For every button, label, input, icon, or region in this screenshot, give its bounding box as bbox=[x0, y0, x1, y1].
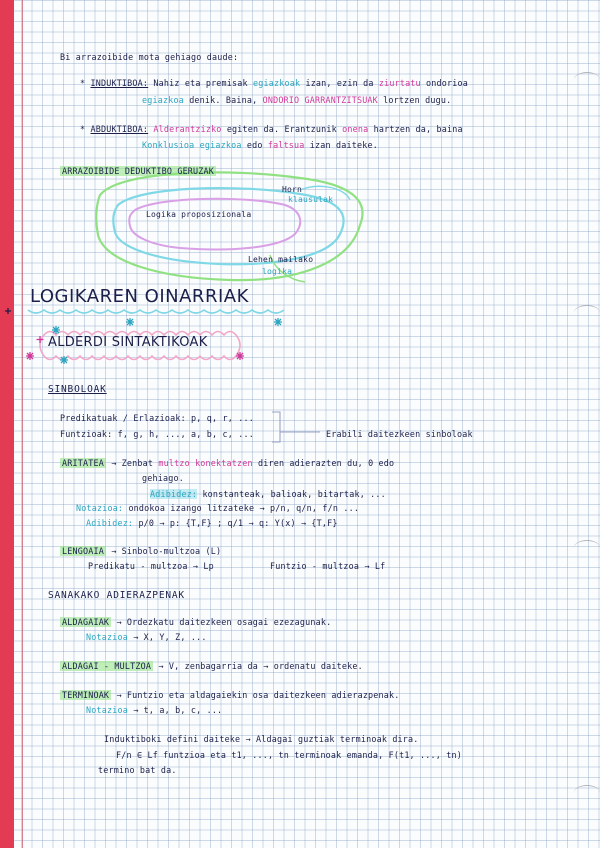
terminoak-notazioa-label: Notazioa bbox=[86, 705, 128, 715]
aritatea-line-1 bbox=[60, 458, 394, 469]
notazioa-label: Notazioa: bbox=[76, 503, 124, 513]
aritatea-text: diren adierazten du, 0 edo bbox=[257, 458, 395, 468]
aldagaiak-notazioa-label: Notazioa bbox=[86, 632, 128, 642]
terminoak-text: → Funtzio eta aldagaiekin osa daitezkeen adierazpenak. bbox=[116, 690, 400, 700]
abduktiboa-highlight: faltsua bbox=[267, 140, 305, 150]
aldagaiak-text: → Ordezkatu daitezkeen osagai ezezagunak. bbox=[116, 617, 332, 627]
intro-text: Bi arrazoibide mota gehiago daude: bbox=[60, 52, 239, 62]
adibidez-text: konstanteak, balioak, bitartak, ... bbox=[202, 489, 386, 499]
induktiboki-line-2: F/n ∈ Lf funtzioa eta t1, ..., tn terminoak emanda, F(t1, ..., tn) bbox=[116, 750, 462, 760]
induktiboki-line-1: Induktiboki defini daiteke → Aldagai guztiak terminoak dira. bbox=[104, 734, 419, 744]
title-cloud-underline bbox=[28, 310, 284, 313]
abduktiboa-text: egiten da. Erantzunik bbox=[226, 124, 337, 134]
abduktiboa-text: izan daiteke. bbox=[309, 140, 378, 150]
terminoak-line bbox=[60, 690, 400, 701]
adibidez2-text: p/0 → p: {T,F} ; q/1 → q: Y(x) → {T,F} bbox=[138, 518, 338, 528]
abduktiboa-text: hartzen da, baina bbox=[373, 124, 463, 134]
aldagai-multzoa-line bbox=[60, 661, 363, 672]
predikatuak-line: Predikatuak / Erlazioak: p, q, r, ... bbox=[60, 413, 254, 423]
induktiboa-label: INDUKTIBOA: bbox=[90, 78, 149, 88]
adibidez2-label: Adibidez: bbox=[86, 518, 134, 528]
aritatea-text: → Zenbat bbox=[111, 458, 154, 468]
aldagaiak-label: ALDAGAIAK bbox=[62, 617, 110, 627]
funtzioak-line: Funtzioak: f, g, h, ..., a, b, c, ... bbox=[60, 429, 254, 439]
notazioa-text: ondokoa izango litzateke → p/n, q/n, f/n ... bbox=[128, 503, 360, 513]
induktiboa-text: denik. Baina, bbox=[189, 95, 258, 105]
abduktiboa-highlight: onena bbox=[342, 124, 369, 134]
aldagaiak-line bbox=[60, 617, 331, 628]
aritatea-highlight: multzo konektatzen bbox=[158, 458, 253, 468]
punch-hole bbox=[574, 305, 600, 320]
abduktiboa-text: edo bbox=[246, 140, 263, 150]
punch-hole bbox=[574, 72, 600, 87]
punch-hole bbox=[574, 785, 600, 800]
aritatea-adibidez-line bbox=[150, 489, 386, 500]
lengoaia-funt: Funtzio - multzoa → Lf bbox=[270, 561, 386, 571]
aritatea-adibidez2-line bbox=[86, 518, 338, 529]
lengoaia-pred: Predikatu - multzoa → Lp bbox=[88, 561, 214, 571]
induktiboa-highlight: ONDORIO GARRANTZITSUAK bbox=[262, 95, 378, 105]
margin-line bbox=[22, 0, 23, 848]
sinboloak-title: SINBOLOAK bbox=[48, 384, 107, 395]
aldagai-multzoa-text: → V, zenbagarria da → ordenatu daiteke. bbox=[158, 661, 363, 671]
induktiboa-line-1: * INDUKTIBOA: Nahiz eta premisak egiazkoak izan, ezin da ziurtatu ondorioa bbox=[80, 78, 468, 88]
sub-title: ALDERDI SINTAKTIKOAK bbox=[48, 335, 208, 350]
aritatea-notazioa-line bbox=[76, 503, 359, 514]
terminoak-label: TERMINOAK bbox=[62, 690, 110, 700]
diagram-horn-label: Horn bbox=[282, 185, 303, 194]
abduktiboa-line-2 bbox=[142, 140, 378, 151]
punch-hole bbox=[574, 540, 600, 555]
induktiboa-highlight: ziurtatu bbox=[378, 78, 421, 88]
induktiboki-line-3: termino bat da. bbox=[98, 765, 177, 775]
geruzak-title-text: ARRAZOIBIDE DEDUKTIBO GERUZAK bbox=[62, 166, 215, 176]
diagram-klausulak-label: klausulak bbox=[288, 195, 334, 204]
induktiboa-text: ondorioa bbox=[426, 78, 468, 88]
abduktiboa-label: ABDUKTIBOA: bbox=[90, 124, 149, 134]
diagram-lehen-label-2: logika bbox=[262, 267, 293, 276]
induktiboa-text: izan, ezin da bbox=[305, 78, 374, 88]
aldagaiak-notazioa bbox=[86, 632, 207, 643]
terminoak-notazioa bbox=[86, 705, 222, 716]
geruzak-title bbox=[60, 166, 216, 177]
aldagai-multzoa-label: ALDAGAI - MULTZOA bbox=[62, 661, 152, 671]
lengoaia-text: → Sinbolo-multzoa (L) bbox=[111, 546, 222, 556]
abduktiboa-highlight: Alderantzizko bbox=[153, 124, 222, 134]
abduktiboa-line-1: * ABDUKTIBOA: Alderantzizko egiten da. Erantzunik onena hartzen da, baina bbox=[80, 124, 463, 134]
terminoak-notazioa-text: → t, a, b, c, ... bbox=[133, 705, 223, 715]
induktiboa-text: Nahiz eta premisak bbox=[153, 78, 248, 88]
induktiboa-text: lortzen dugu. bbox=[383, 95, 452, 105]
adibidez-label: Adibidez: bbox=[150, 489, 198, 499]
main-title: LOGIKAREN OINARRIAK bbox=[30, 286, 249, 307]
diagram-outer-oval bbox=[96, 172, 362, 280]
lengoaia-line bbox=[60, 546, 221, 557]
abduktiboa-highlight: Konklusioa egiazkoa bbox=[142, 140, 242, 150]
symbols-bracket bbox=[272, 412, 320, 442]
aritatea-label: ARITATEA bbox=[62, 458, 104, 468]
induktiboa-line-2 bbox=[142, 95, 451, 106]
lengoaia-label: LENGOAIA bbox=[62, 546, 104, 556]
aldagaiak-notazioa-text: → X, Y, Z, ... bbox=[133, 632, 207, 642]
diagram-inner-oval bbox=[129, 199, 300, 250]
induktiboa-highlight: egiazkoa bbox=[142, 95, 184, 105]
induktiboa-highlight: egiazkoak bbox=[253, 78, 301, 88]
erabili-text: Erabili daitezkeen sinboloak bbox=[326, 429, 473, 439]
diagram-logika-prop-label: Logika proposizionala bbox=[146, 210, 252, 219]
diagram-lehen-label-1: Lehen mailako bbox=[248, 255, 314, 264]
aritatea-line-2: gehiago. bbox=[142, 473, 184, 483]
margin-strip bbox=[0, 0, 14, 848]
sanakako-title: SANAKAKO ADIERAZPENAK bbox=[48, 590, 185, 601]
